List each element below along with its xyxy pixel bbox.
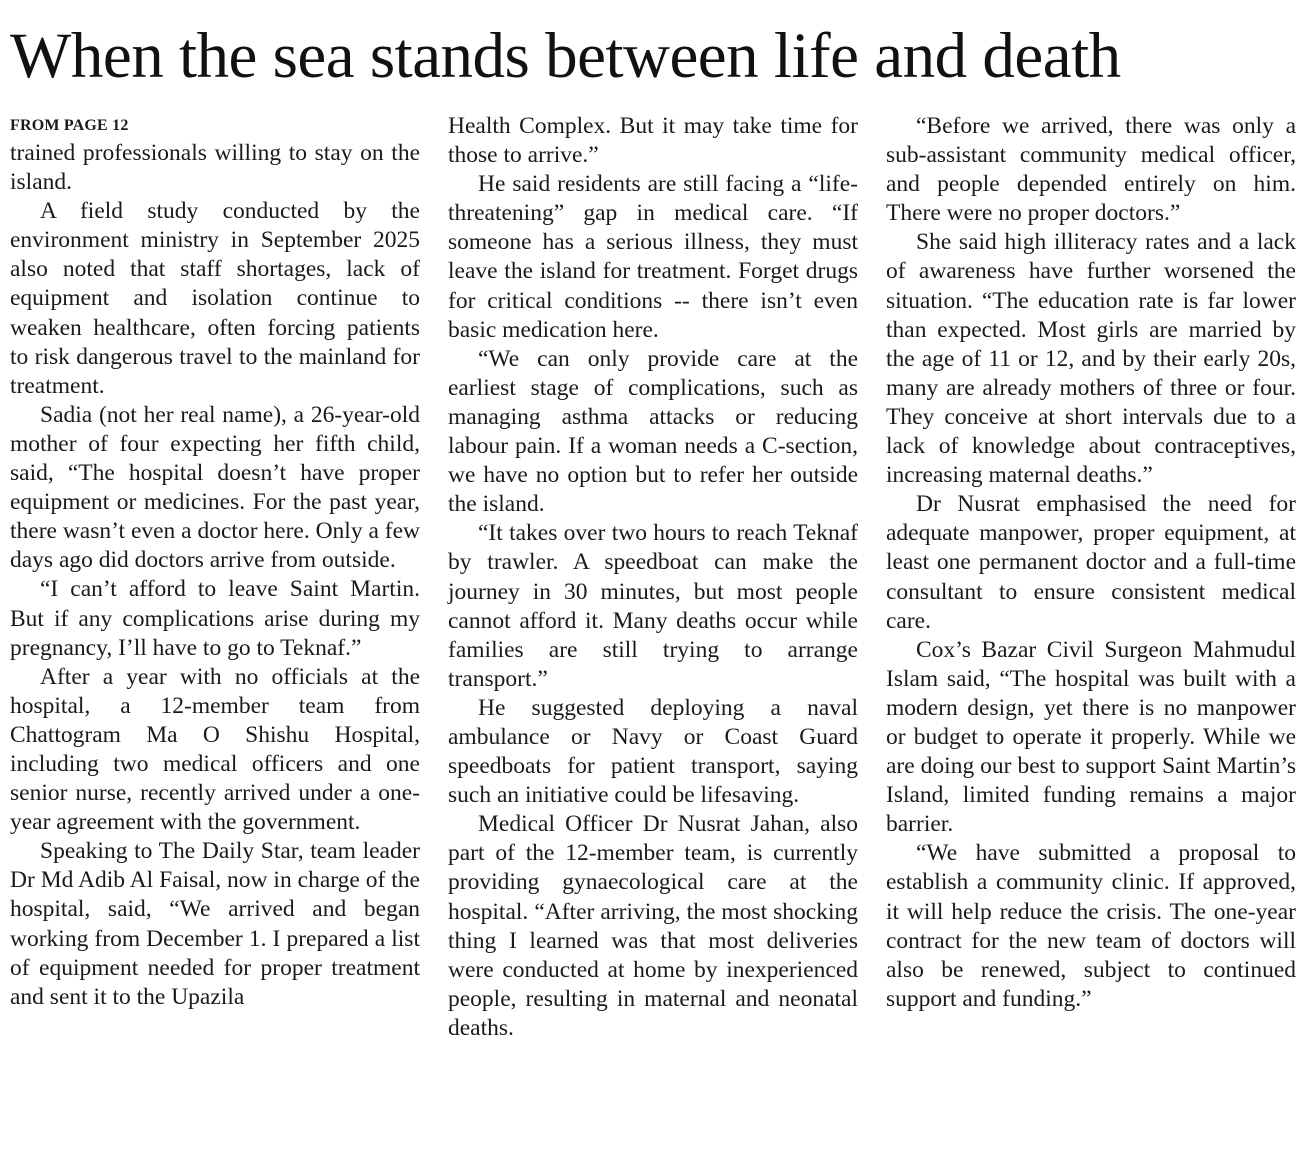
paragraph: Sadia (not her real name), a 26-year-old mother of four expecting her fifth child, said, “The hospital doesn’t have proper equipment or medicines. For the past year, there wasn’t even a doctor here. Only a few days ago did doctors arrive from outside.: [10, 401, 420, 574]
paragraph: A field study conducted by the environment ministry in September 2025 also noted that staff shortages, lack of equipment and isolation continue to weaken healthcare, often forcing patients to risk dangerous travel to the mainland for treatment.: [10, 198, 420, 399]
article-column-1: [10, 112, 420, 1012]
paragraph: trained professionals willing to stay on the island.: [10, 140, 420, 196]
article-column-2: [448, 112, 858, 1043]
paragraph: “We have submitted a proposal to establish a community clinic. If approved, it will help reduce the crisis. The one-year contract for the new team of doctors will also be renewed, subject to continued support and funding.”: [886, 840, 1296, 1012]
paragraph: “I can’t afford to leave Saint Martin. But if any complications arise during my pregnancy, I’ll have to go to Teknaf.”: [10, 576, 420, 661]
paragraph: Medical Officer Dr Nusrat Jahan, also part of the 12-member team, is currently providing gynaecological care at the hospital. “After arriving, the most shocking thing I learned was that most deliveries were conducted at home by inexperienced people, resulting in maternal and neonatal deaths.: [448, 811, 858, 1041]
article-column-3: [886, 112, 1296, 1014]
paragraph: Cox’s Bazar Civil Surgeon Mahmudul Islam said, “The hospital was built with a modern design, yet there is no manpower or budget to operate it properly. While we are doing our best to support Saint Martin’s Island, limited funding remains a major barrier.: [886, 636, 1296, 838]
paragraph: He suggested deploying a naval ambulance or Navy or Coast Guard speedboats for patient transport, saying such an initiative could be lifesaving.: [448, 694, 858, 809]
headline: When the sea stands between life and death: [10, 20, 1121, 92]
paragraph: She said high illiteracy rates and a lack of awareness have further worsened the situation. “The education rate is far lower than expected. Most girls are married by the age of 11 or 12, and by their early 20s, many are already mothers of three or four. They conceive at short intervals due to a lack of knowledge about contraceptives, increasing maternal deaths.”: [886, 229, 1296, 489]
paragraph: “We can only provide care at the earliest stage of complications, such as managing asthma attacks or reducing labour pain. If a woman needs a C-section, we have no option but to refer her outside the island.: [448, 345, 858, 518]
paragraph: Speaking to The Daily Star, team leader Dr Md Adib Al Faisal, now in charge of the hospital, said, “We arrived and began working from December 1. I prepared a list of equipment needed for proper treatment and sent it to the Upazila: [10, 838, 420, 1010]
paragraph: Health Complex. But it may take time for those to arrive.”: [448, 113, 858, 169]
paragraph: “It takes over two hours to reach Teknaf by trawler. A speedboat can make the journey in 30 minutes, but most people cannot afford it. Many deaths occur while families are still trying to arrange transport.”: [448, 520, 858, 692]
paragraph: “Before we arrived, there was only a sub-assistant community medical officer, and people depended entirely on him. There were no proper doctors.”: [886, 113, 1296, 227]
paragraph: After a year with no officials at the hospital, a 12-member team from Chattogram Ma O Shishu Hospital, including two medical officers and one senior nurse, recently arrived under a one-year agreement with the government.: [10, 663, 420, 836]
paragraph: He said residents are still facing a “life-threatening” gap in medical care. “If someone has a serious illness, they must leave the island for treatment. Forget drugs for critical conditions -- there isn’t even basic medication here.: [448, 171, 858, 343]
paragraph: Dr Nusrat emphasised the need for adequate manpower, proper equipment, at least one permanent doctor and a full-time consultant to ensure consistent medical care.: [886, 491, 1296, 634]
continued-from-label: FROM PAGE 12: [10, 117, 129, 134]
